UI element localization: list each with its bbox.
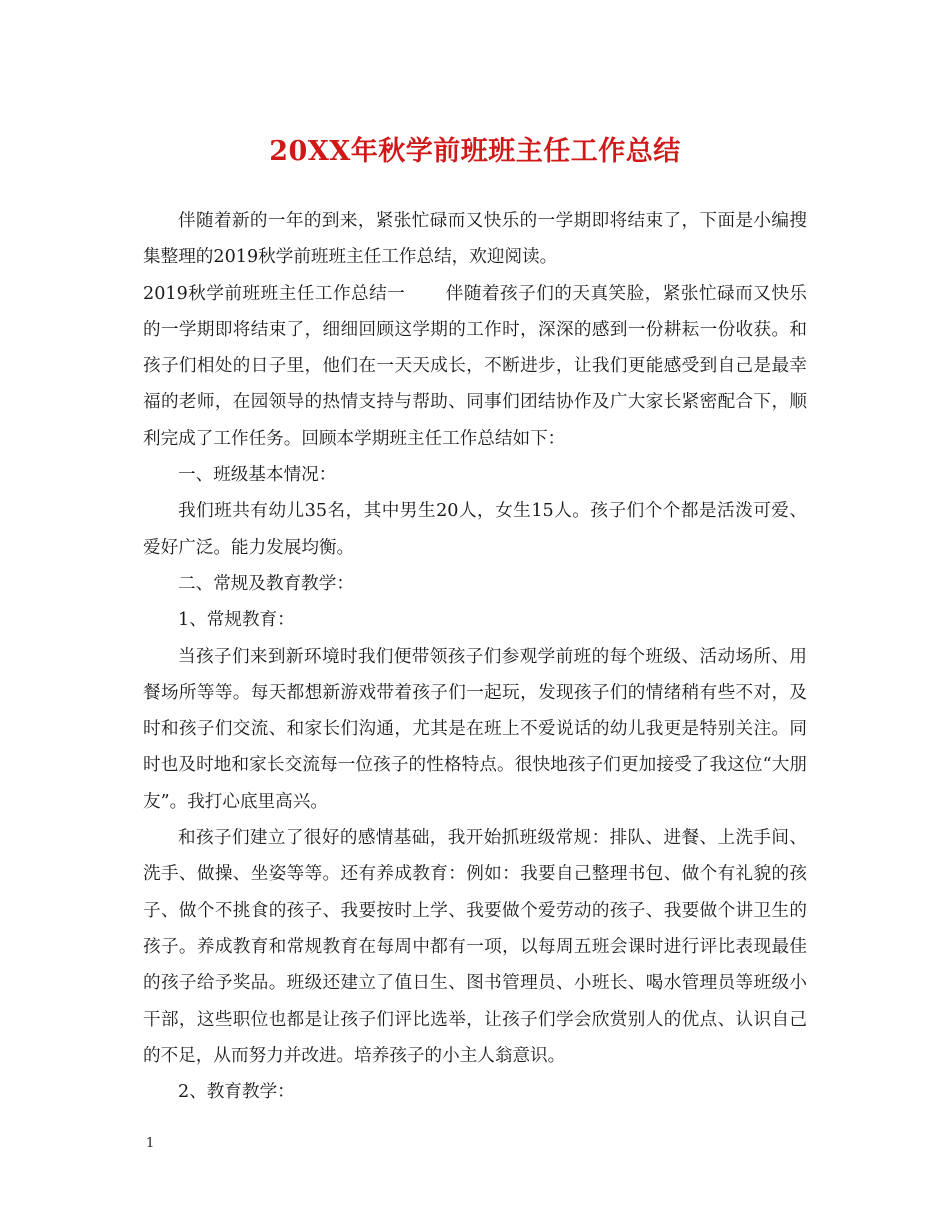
- routine-paragraph-2: 和孩子们建立了很好的感情基础，我开始抓班级常规：排队、进餐、上洗手间、洗手、做操、坐姿等等。还有养成教育：例如：我要自己整理书包、做个有礼貌的孩子、做个不挑食的孩子、我要按时上学、我要做个爱劳动的孩子、我要做个讲卫生的孩子。养成教育和常规教育在每周中都有一项，以每周五班会课时进行评比表现最佳的孩子给予奖品。班级还建立了值日生、图书管理员、小班长、喝水管理员等班级小干部，这些职位也都是让孩子们评比选举，让孩子们学会欣赏别人的优点、认识自己的不足，从而努力并改进。培养孩子的小主人翁意识。: [143, 828, 807, 1066]
- heading-class-info: 一、班级基本情况：: [178, 465, 337, 486]
- heading-routine-and-teaching: 二、常规及教育教学：: [178, 573, 354, 594]
- document-title: 20XX年秋学前班班主任工作总结: [269, 136, 681, 167]
- section-heading: 2019秋学前班班主任工作总结一: [143, 283, 406, 304]
- document-body: [143, 203, 807, 1110]
- section-text: 伴随着孩子们的天真笑脸，紧张忙碌而又快乐的一学期即将结束了，细细回顾这学期的工作时，深深的感到一份耕耘一份收获。和孩子们相处的日子里，他们在一天天成长，不断进步，让我们更能感受到自己是最幸福的老师，在园领导的热情支持与帮助、同事们团结协作及广大家长紧密配合下，顺利完成了工作任务。回顾本学期班主任工作总结如下：: [143, 283, 807, 449]
- intro-paragraph: 伴随着新的一年的到来，紧张忙碌而又快乐的一学期即将结束了，下面是小编搜集整理的2019秋学前班班主任工作总结，欢迎阅读。: [143, 211, 807, 268]
- routine-paragraph-1: 当孩子们来到新环境时我们便带领孩子们参观学前班的每个班级、活动场所、用餐场所等等。每天都想新游戏带着孩子们一起玩，发现孩子们的情绪稍有些不对，及时和孩子们交流、和家长们沟通，尤其是在班上不爱说话的幼儿我更是特别关注。同时也及时地和家长交流每一位孩子的性格特点。很快地孩子们更加接受了我这位“大朋友”。我打心底里高兴。: [143, 646, 807, 812]
- heading-teaching: 2、教育教学：: [178, 1082, 295, 1103]
- heading-routine-education: 1、常规教育：: [178, 610, 295, 631]
- section-paragraph: [143, 276, 807, 457]
- page-number: 1: [146, 1136, 155, 1151]
- class-info-paragraph: 我们班共有幼儿35名，其中男生20人，女生15人。孩子们个个都是活泼可爱、爱好广泛。能力发展均衡。: [143, 501, 807, 558]
